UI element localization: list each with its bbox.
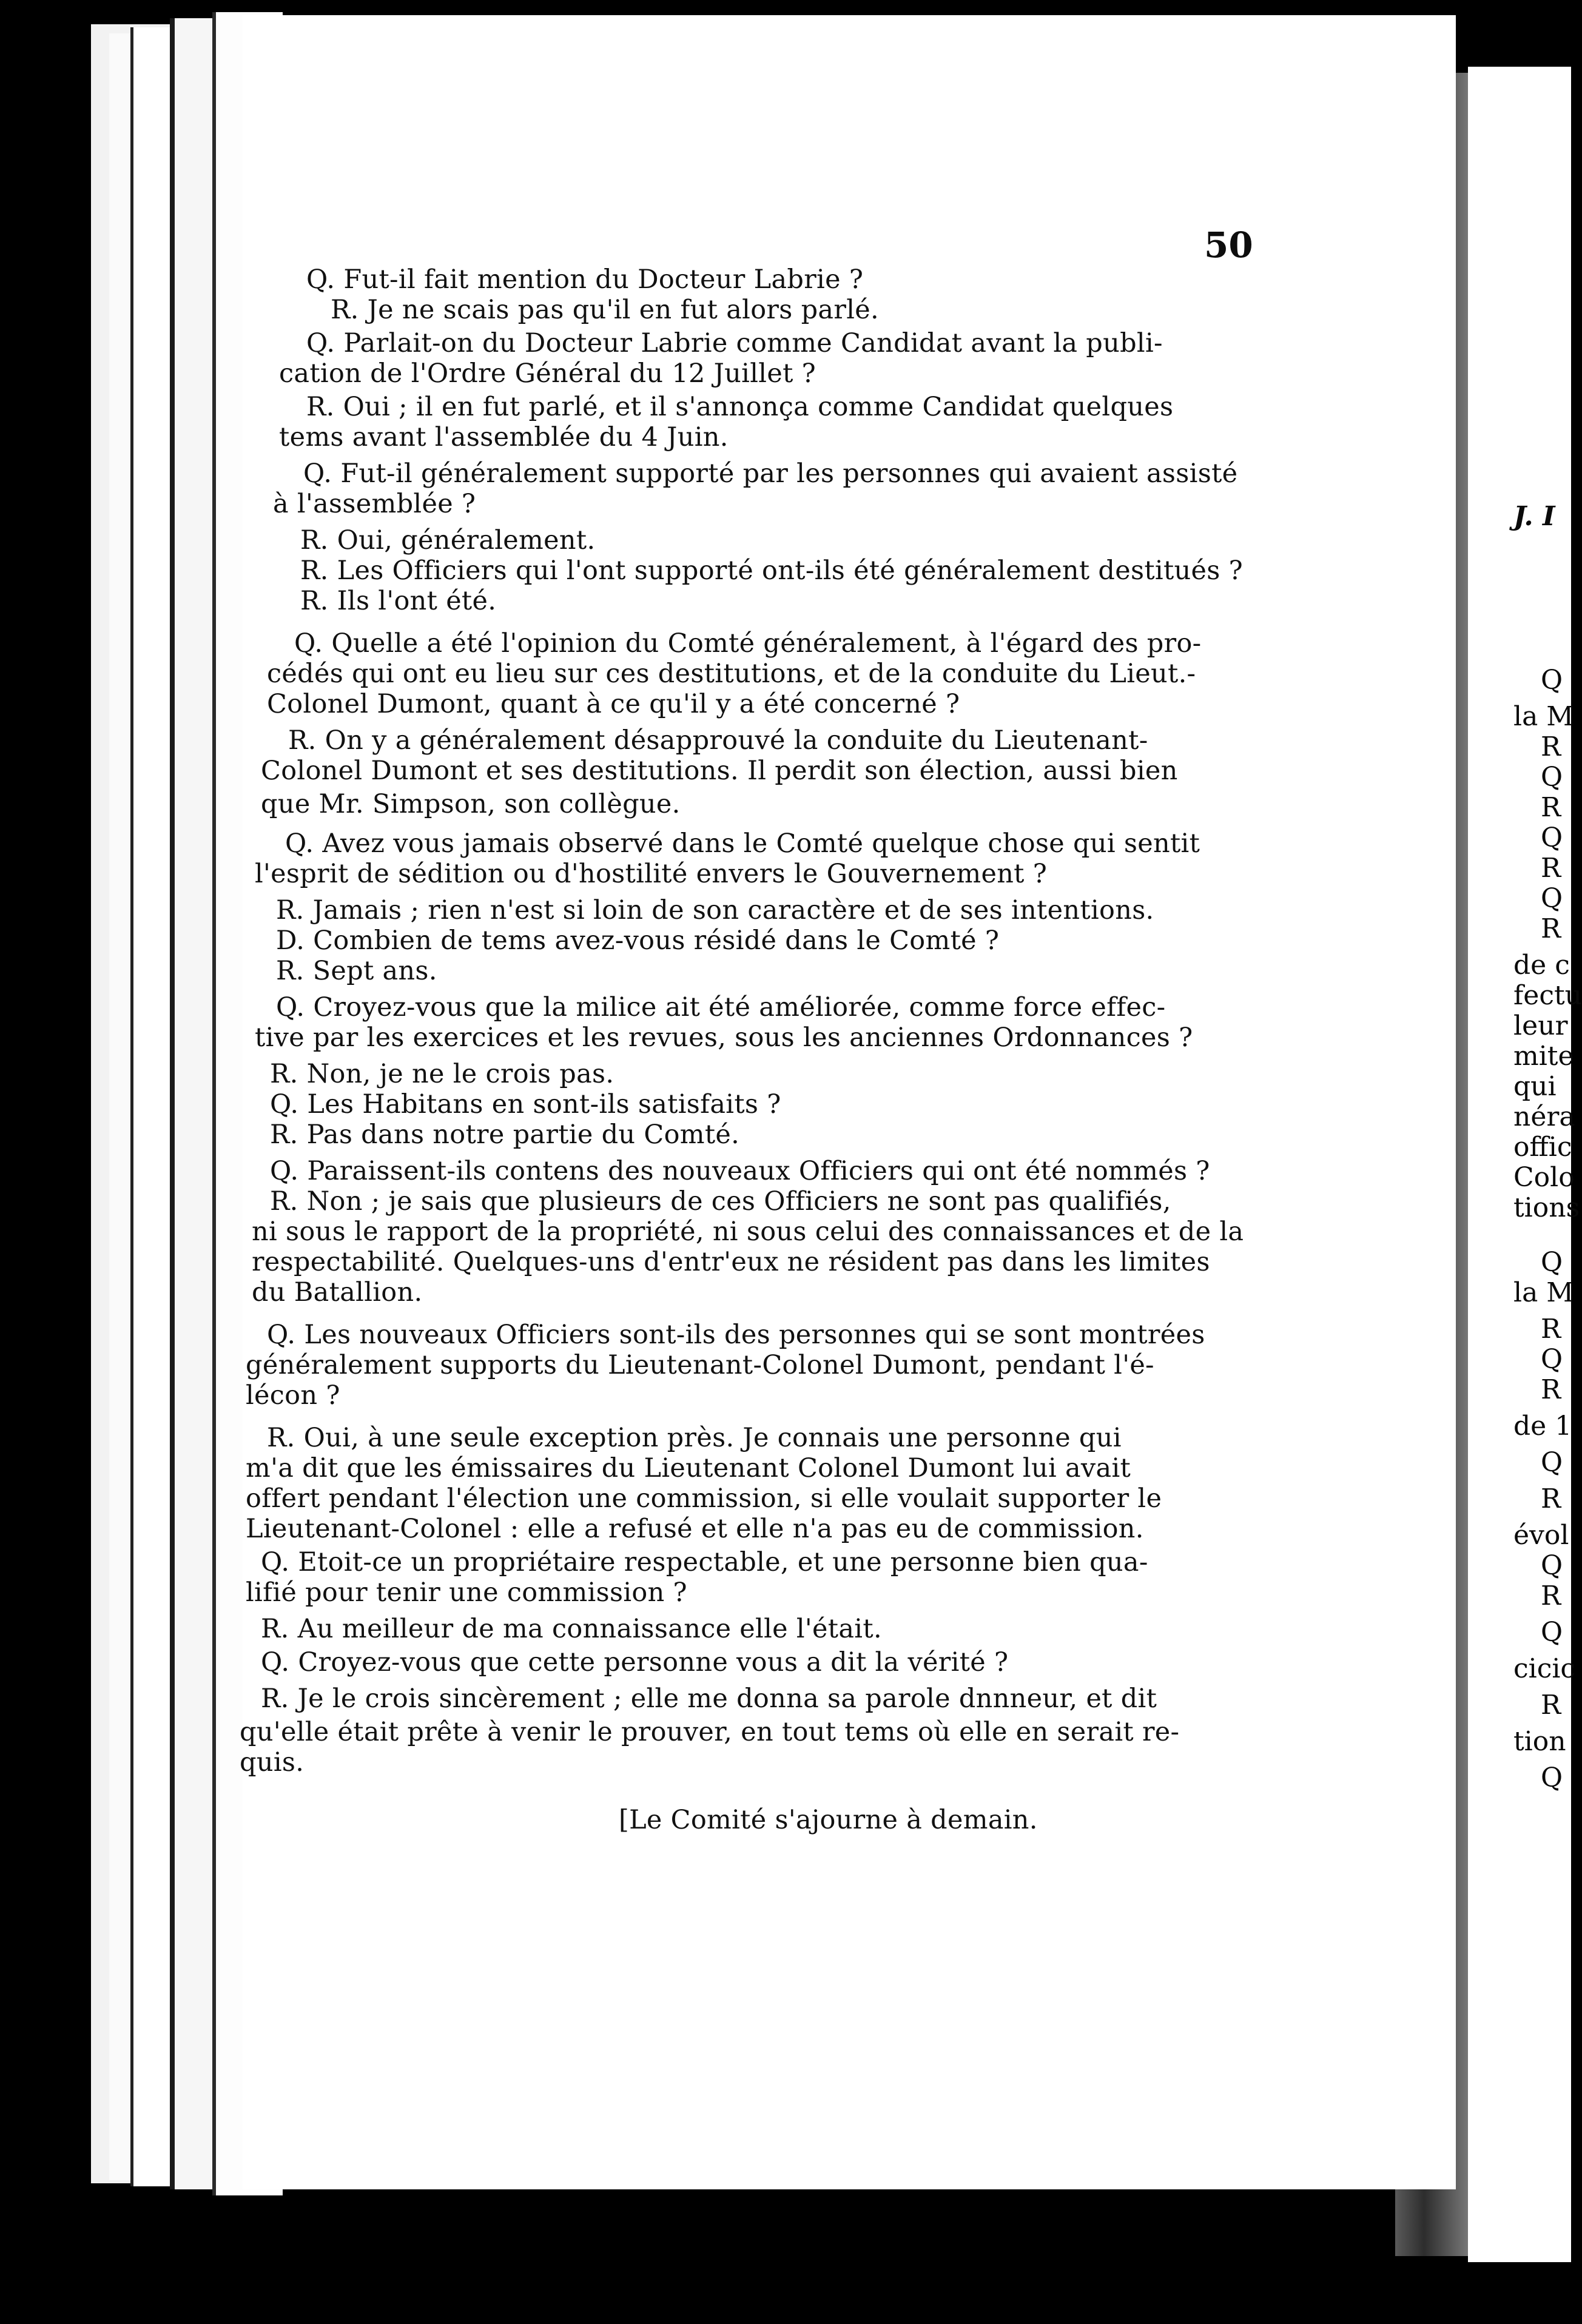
text-line: Q. Quelle a été l'opinion du Comté généralement, à l'égard des pro- [294,628,1202,659]
fragment-line: J. I [1513,501,1555,532]
fragment-line: Colo [1513,1162,1575,1193]
fragment-line: mite [1513,1041,1574,1072]
text-line: Colonel Dumont et ses destitutions. Il perdit son élection, aussi bien [261,756,1178,786]
fragment-line: Q [1541,822,1563,853]
text-line: [Le Comité s'ajourne à demain. [619,1805,1038,1835]
fragment-line: Q [1541,1447,1563,1478]
text-line: R. Je le crois sincèrement ; elle me donna sa parole dnnneur, et dit [261,1684,1157,1714]
text-line: R. On y a généralement désapprouvé la conduite du Lieutenant- [288,725,1148,756]
text-line: lifié pour tenir une commission ? [246,1577,687,1608]
text-line: R. Non, je ne le crois pas. [270,1059,614,1089]
fragment-line: Q [1541,883,1563,914]
text-line: R. Non ; je sais que plusieurs de ces Officiers ne sont pas qualifiés, [270,1186,1171,1217]
fragment-line: Q [1541,1550,1563,1581]
fragment-line: R [1541,1314,1561,1345]
text-line: Q. Fut-il généralement supporté par les personnes qui avaient assisté [303,458,1238,489]
fragment-line: la M [1513,1277,1574,1308]
text-line: respectabilité. Quelques-uns d'entr'eux ne résident pas dans les limites [252,1247,1210,1277]
text-line: l'esprit de sédition ou d'hostilité envers le Gouvernement ? [255,859,1048,889]
text-line: Colonel Dumont, quant à ce qu'il y a été concerné ? [267,689,960,719]
text-line: cédés qui ont eu lieu sur ces destitutions, et de la conduite du Lieut.- [267,659,1196,689]
text-line: R. Jamais ; rien n'est si loin de son caractère et de ses intentions. [276,895,1154,925]
text-line: R. Les Officiers qui l'ont supporté ont-ils été généralement destitués ? [300,556,1243,586]
text-line: Q. Avez vous jamais observé dans le Comté quelque chose qui sentit [285,828,1200,859]
fragment-line: tion [1513,1726,1566,1757]
text-line: que Mr. Simpson, son collègue. [261,789,681,819]
text-line: m'a dit que les émissaires du Lieutenant Colonel Dumont lui avait [246,1453,1131,1483]
text-line: Q. Fut-il fait mention du Docteur Labrie ? [306,264,864,295]
text-line: Q. Paraissent-ils contens des nouveaux Officiers qui ont été nommés ? [270,1156,1210,1186]
fragment-line: tions [1513,1192,1580,1223]
text-line: R. Oui, à une seule exception près. Je connais une personne qui [267,1423,1122,1453]
text-line: quis. [240,1747,305,1778]
text-line: lécon ? [246,1380,340,1411]
page-number: 50 [1204,224,1253,266]
fragment-line: Q [1541,1617,1563,1648]
text-line: du Batallion. [252,1277,423,1308]
text-line: à l'assemblée ? [273,489,476,519]
text-line: qu'elle était prête à venir le prouver, en tout tems où elle en serait re- [240,1717,1180,1747]
fragment-line: néra [1513,1101,1575,1132]
fragment-line: évol [1513,1520,1569,1551]
fragment-line: Q [1541,1247,1563,1278]
facing-page-fragment [1468,67,1582,2262]
text-line: Q. Etoit-ce un propriétaire respectable, et une personne bien qua- [261,1547,1148,1577]
fragment-line: Q [1541,665,1563,696]
fragment-line: de c [1513,950,1570,981]
fragment-line: la M [1513,701,1574,732]
text-line: généralement supports du Lieutenant-Colonel Dumont, pendant l'é- [246,1350,1154,1380]
text-line: R. Au meilleur de ma connaissance elle l'était. [261,1614,882,1644]
text-line: tems avant l'assemblée du 4 Juin. [279,422,729,452]
fragment-line: fectu [1513,980,1582,1011]
text-line: ni sous le rapport de la propriété, ni sous celui des connaissances et de la [252,1217,1244,1247]
text-line: D. Combien de tems avez-vous résidé dans le Comté ? [276,925,1000,956]
text-line: R. Pas dans notre partie du Comté. [270,1120,740,1150]
document-page [240,15,1456,2189]
fragment-line: Q [1541,762,1563,793]
fragment-line: R [1541,1690,1561,1721]
text-line: Q. Croyez-vous que cette personne vous a dit la vérité ? [261,1647,1009,1678]
text-line: cation de l'Ordre Général du 12 Juillet ? [279,358,816,389]
fragment-line: R [1541,853,1561,884]
fragment-line: R [1541,1580,1561,1611]
text-line: Lieutenant-Colonel : elle a refusé et elle n'a pas eu de commission. [246,1514,1144,1544]
fragment-line: offic [1513,1132,1572,1163]
fragment-line: qui [1513,1071,1557,1102]
text-line: Q. Les nouveaux Officiers sont-ils des personnes qui se sont montrées [267,1320,1205,1350]
text-line: Q. Les Habitans en sont-ils satisfaits ? [270,1089,781,1120]
text-line: R. Ils l'ont été. [300,586,497,616]
fragment-line: Q [1541,1762,1563,1793]
fragment-line: de 1 [1513,1411,1572,1442]
fragment-line: cicic [1513,1653,1576,1684]
text-line: Q. Parlait-on du Docteur Labrie comme Candidat avant la publi- [306,328,1163,358]
text-line: Q. Croyez-vous que la milice ait été améliorée, comme force effec- [276,992,1166,1023]
text-line: R. Je ne scais pas qu'il en fut alors parlé. [331,295,879,325]
fragment-line: R [1541,1483,1561,1514]
fragment-line: R [1541,1374,1561,1405]
fragment-line: R [1541,731,1561,762]
text-line: R. Oui, généralement. [300,525,596,556]
fragment-line: leur [1513,1010,1568,1041]
text-line: R. Oui ; il en fut parlé, et il s'annonça comme Candidat quelques [306,392,1174,422]
fragment-line: R [1541,913,1561,944]
text-line: R. Sept ans. [276,956,437,986]
fragment-line: Q [1541,1344,1563,1375]
text-line: offert pendant l'élection une commission, si elle voulait supporter le [246,1483,1162,1514]
fragment-line: R [1541,792,1561,823]
text-line: tive par les exercices et les revues, sous les anciennes Ordonnances ? [255,1023,1193,1053]
